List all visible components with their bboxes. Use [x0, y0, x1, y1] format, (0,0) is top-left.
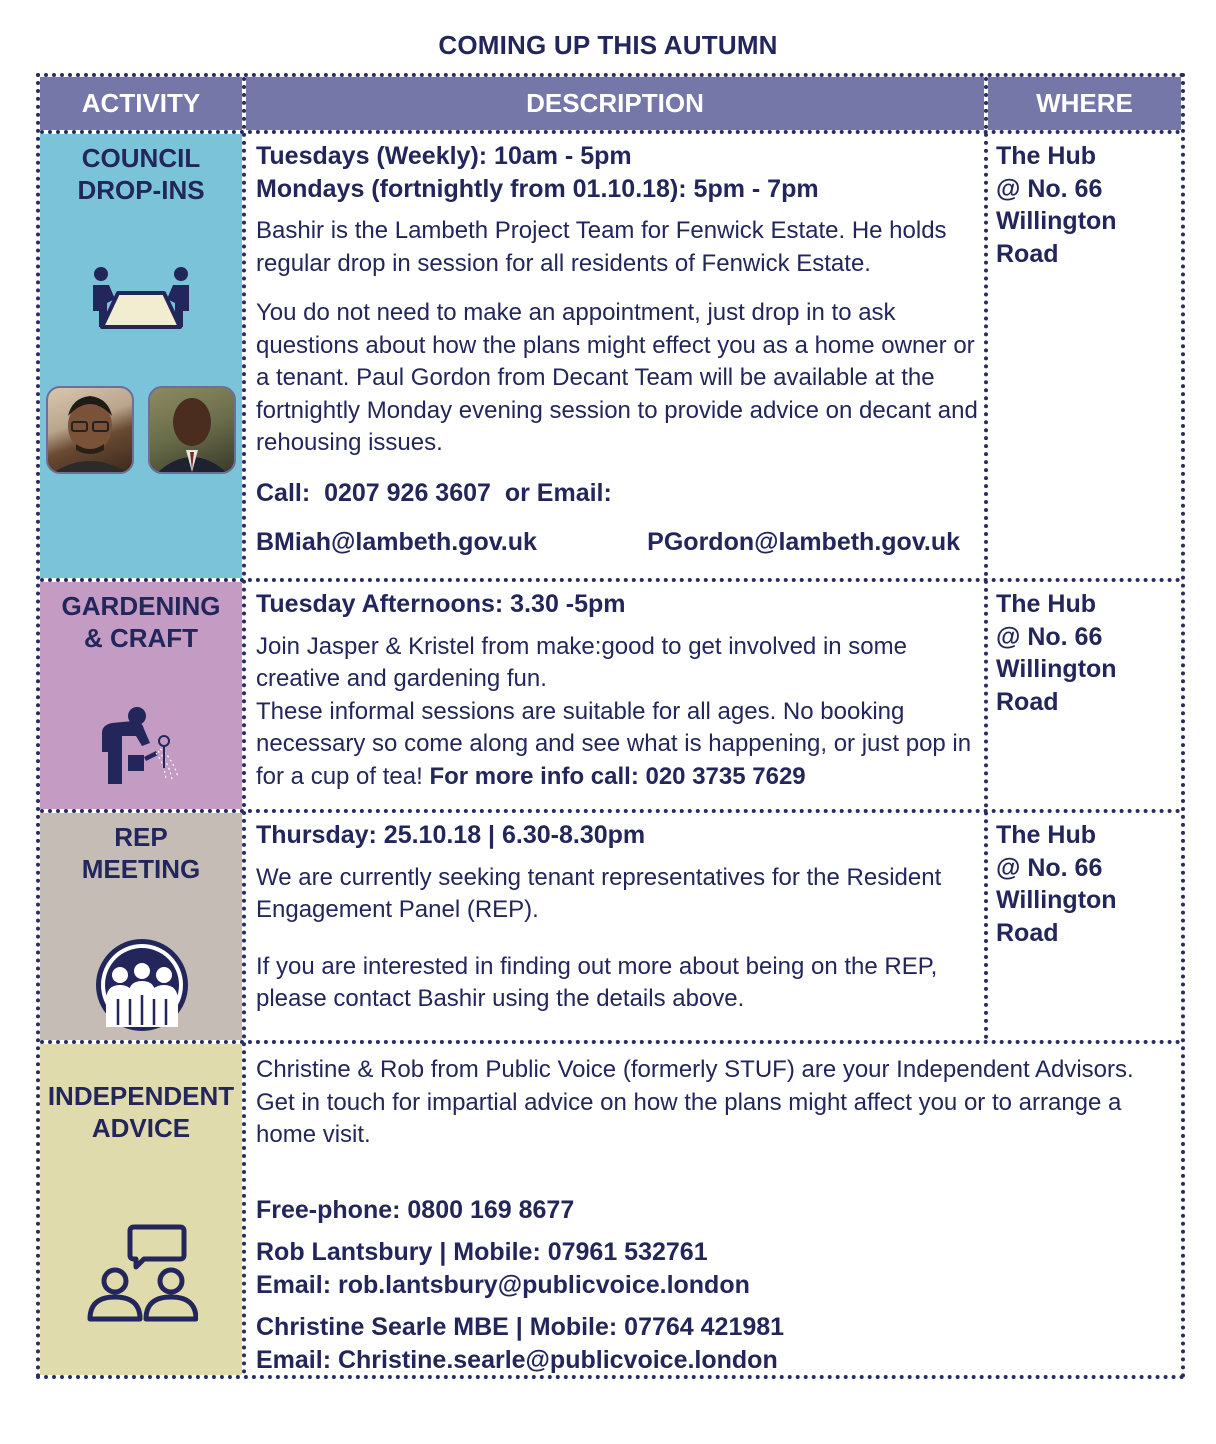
conversation-icon — [86, 1221, 198, 1325]
gardening-para-2-text: These informal sessions are suitable for all ages. No booking necessary so come along and see what is happening, or just pop in for a cup of tea! — [256, 697, 972, 790]
where-gardening-line2: @ No. 66 — [996, 622, 1103, 651]
divider-col-1 — [242, 77, 246, 1375]
page-title: COMING UP THIS AUTUMN — [438, 30, 778, 60]
where-council-line4: Road — [996, 239, 1059, 268]
header-activity: ACTIVITY — [40, 77, 242, 130]
rep-para-1: We are currently seeking tenant representatives for the Resident Engagement Panel (REP). — [256, 863, 942, 923]
advice-christine-mobile[interactable]: Christine Searle MBE | Mobile: 07764 421981 — [256, 1313, 785, 1341]
person-photo-bashir — [46, 386, 134, 474]
divider-row-3 — [40, 1040, 1181, 1044]
rep-schedule: Thursday: 25.10.18 | 6.30-8.30pm — [256, 821, 646, 849]
activity-rep-line1: REP — [114, 822, 168, 852]
rep-para-2: If you are interested in finding out more about being on the REP, please contact Bashir using the details above. — [256, 952, 938, 1012]
meeting-table-icon — [88, 263, 194, 333]
call-or-email: or Email: — [504, 478, 612, 507]
activity-rep-line2: MEETING — [81, 854, 201, 884]
advice-christine-email[interactable]: Email: Christine.searle@publicvoice.london — [256, 1345, 778, 1374]
where-gardening-line4: Road — [996, 687, 1059, 716]
desc-council — [246, 134, 988, 578]
activity-advice-line2: ADVICE — [91, 1113, 191, 1143]
activity-advice-line1: INDEPENDENT — [47, 1081, 235, 1111]
header-where: WHERE — [988, 77, 1181, 130]
council-schedule-1: Tuesdays (Weekly): 10am - 5pm — [256, 142, 632, 170]
portrait-2 — [150, 388, 234, 472]
divider-row-header — [40, 130, 1181, 134]
advice-para-1: Christine & Rob from Public Voice (formerly STUF) are your Independent Advisors. Get in touch for impartial advice on how the plans might affect you or to arrange a home visit. — [256, 1056, 1134, 1148]
council-para-2: You do not need to make an appointment, just drop in to ask questions about how the plans might effect you as a home owner or a tenant. Paul Gordon from Decant Team will be available at the fortnightly Monday evening session to provide advice on decant and rehousing issues. — [256, 299, 978, 456]
divider-col-2 — [984, 77, 988, 1040]
where-gardening — [988, 582, 1181, 809]
council-call-line — [256, 477, 978, 510]
where-rep — [988, 813, 1181, 1040]
council-emails — [256, 526, 960, 559]
call-label: Call: — [256, 478, 311, 507]
where-council-line3: Willington — [996, 207, 1117, 235]
activity-council-line2: DROP-INS — [77, 175, 205, 205]
divider-row-1 — [40, 578, 1181, 582]
council-schedule-2: Mondays (fortnightly from 01.10.18): 5pm - 7pm — [256, 174, 819, 203]
gardening-para-1: Join Jasper & Kristel from make:good to get involved in some creative and gardening fun. — [256, 632, 907, 692]
gardening-para-2 — [256, 696, 978, 794]
desc-advice — [246, 1044, 1181, 1375]
header-description: DESCRIPTION — [246, 77, 984, 130]
gardening-schedule: Tuesday Afternoons: 3.30 -5pm — [256, 590, 626, 618]
where-rep-line2: @ No. 66 — [996, 853, 1103, 882]
where-rep-line3: Willington — [996, 886, 1117, 914]
advice-rob-email[interactable]: Email: rob.lantsbury@publicvoice.london — [256, 1270, 750, 1299]
where-gardening-line3: Willington — [996, 655, 1117, 683]
activity-council-line1: COUNCIL — [81, 143, 201, 173]
desc-gardening — [246, 582, 988, 809]
where-rep-line4: Road — [996, 918, 1059, 947]
desc-rep — [246, 813, 988, 1040]
call-number[interactable]: 0207 926 3607 — [324, 478, 491, 507]
where-council-line1: The Hub — [996, 142, 1096, 170]
where-council — [988, 134, 1181, 578]
schedule-table — [36, 73, 1185, 1379]
email-pgordon[interactable]: PGordon@lambeth.gov.uk — [647, 528, 960, 556]
activity-advice — [40, 1044, 242, 1375]
watering-can-icon — [98, 705, 194, 785]
activity-gardening-line1: GARDENING — [61, 591, 221, 621]
where-council-line2: @ No. 66 — [996, 174, 1103, 203]
advice-freephone[interactable]: Free-phone: 0800 169 8677 — [256, 1195, 575, 1224]
activity-council — [40, 134, 242, 578]
activity-gardening-line2: & CRAFT — [83, 623, 199, 653]
council-para-1: Bashir is the Lambeth Project Team for Fenwick Estate. He holds regular drop in session for all residents of Fenwick Estate. — [256, 217, 947, 277]
group-icon — [94, 937, 190, 1033]
divider-row-2 — [40, 809, 1181, 813]
person-photo-paul — [148, 386, 236, 474]
gardening-info: For more info call: 020 3735 7629 — [429, 762, 806, 790]
advice-rob-mobile[interactable]: Rob Lantsbury | Mobile: 07961 532761 — [256, 1238, 708, 1266]
email-bmiah[interactable]: BMiah@lambeth.gov.uk — [256, 528, 537, 556]
portrait-1 — [48, 388, 132, 472]
where-gardening-line1: The Hub — [996, 590, 1096, 618]
where-rep-line1: The Hub — [996, 821, 1096, 849]
